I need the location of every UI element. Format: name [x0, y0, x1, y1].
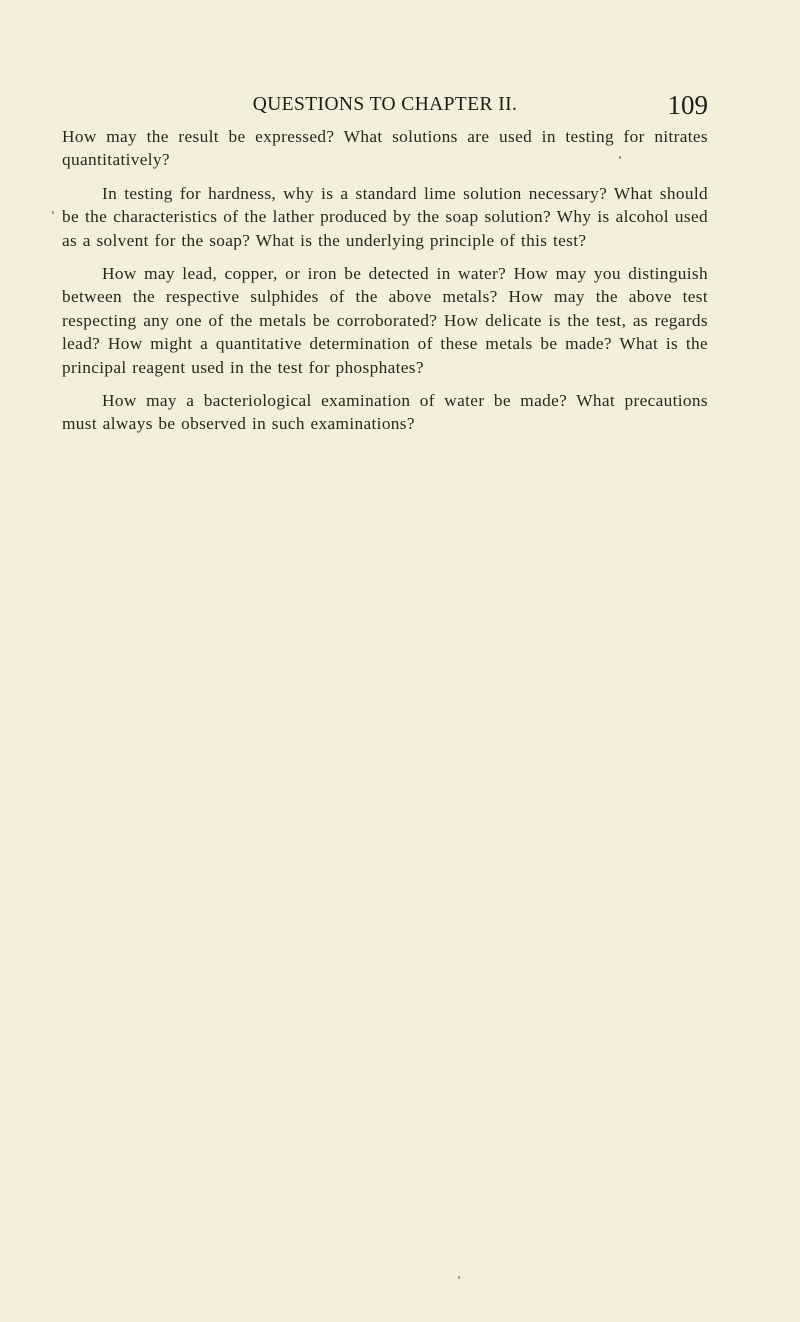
paragraph-bacteriological: How may a bacteriological examination of water be made? What precautions must always be observed in such examinations? [62, 391, 708, 434]
paper-speck [52, 211, 54, 214]
paragraph-metals: How may lead, copper, or iron be detected in water? How may you distinguish between the respective sulphides of the above metals? How may the above test respecting any one of the metals be corroborated? How delicate is the test, as regards lead? How might a quantitative determination of these metals be made? What is the principal reagent used in the test for phosphates? [62, 264, 708, 377]
page-body [62, 125, 708, 446]
chapter-title: QUESTIONS TO CHAPTER II. [252, 94, 518, 115]
paper-speck [458, 1276, 460, 1279]
page-number: 109 [667, 90, 708, 120]
running-header [62, 92, 708, 126]
paragraph-hardness: In testing for hardness, why is a standard lime solution necessary? What should be the characteristics of the lather produced by the soap solution? Why is alcohol used as a solvent for the soap? What is the underlying principle of this test? [62, 183, 708, 250]
paragraph-nitrates: How may the result be expressed? What solutions are used in testing for nitrates quantitatively? [62, 127, 708, 170]
paper-speck [619, 156, 621, 159]
